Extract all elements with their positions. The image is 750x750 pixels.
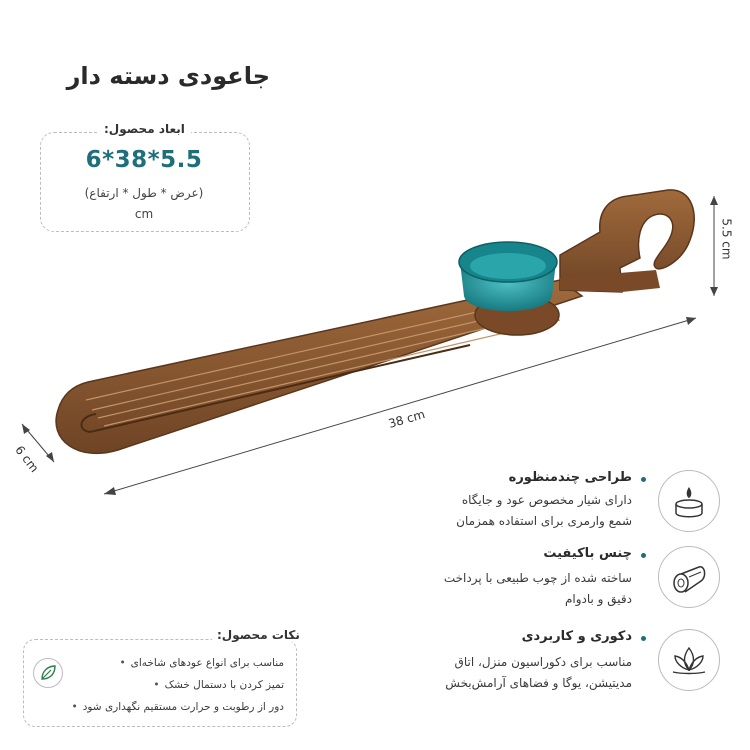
wood-log-icon [659, 547, 719, 607]
feature-bullet [641, 477, 646, 482]
lotus-icon-circle [658, 629, 720, 691]
ceramic-cup [459, 242, 557, 311]
lotus-icon [659, 630, 719, 690]
height-dimension-arrow [710, 196, 718, 296]
feature-desc-line: مدیتیشن، یوگا و فضاهای آرامش‌بخش [445, 676, 632, 690]
notes-label: نکات محصول: [212, 628, 305, 642]
feature-bullet [641, 636, 646, 641]
feature-desc-line: شمع وارمری برای استفاده همزمان [456, 514, 632, 528]
feature-title: چنس باکیفیت [543, 546, 632, 561]
dimensions-label: ابعاد محصول: [98, 122, 191, 136]
wooden-handle [560, 190, 694, 292]
feature-desc-line: دارای شیار مخصوص عود و جایگاه [461, 493, 632, 507]
candle-icon-circle [658, 470, 720, 532]
feature-bullet [641, 553, 646, 558]
leaf-icon-circle [33, 658, 63, 688]
note-item: دور از رطوبت و حرارت مستقیم نگهداری شود • [72, 701, 285, 713]
wood-log-icon-circle [658, 546, 720, 608]
dimensions-unit: cm [134, 207, 154, 221]
feature-desc-line: دقیق و بادوام [564, 592, 632, 606]
note-item: تمیز کردن با دستمال خشک • [153, 679, 284, 691]
feature-desc-line: مناسب برای دکوراسیون منزل، اتاق [454, 655, 632, 669]
height-label: 5.5 cm [719, 218, 734, 260]
feature-desc-line: ساخته شده از چوب طبیعی با پرداخت [443, 571, 632, 585]
page-title: جاعودی دسته دار [66, 62, 270, 90]
feature-title: طراحی چندمنظوره [508, 470, 632, 485]
dimensions-value: 6*38*5.5 [85, 147, 203, 173]
length-label: 38 cm [386, 407, 427, 431]
candle-icon [659, 471, 719, 531]
dimensions-axes: (عرض * طول * ارتفاع) [84, 186, 204, 200]
leaf-icon [34, 659, 62, 687]
feature-title: دکوری و کاربردی [521, 629, 632, 644]
width-label: 6 cm [12, 442, 42, 476]
note-item: مناسب برای انواع عودهای شاخه‌ای • [119, 657, 284, 669]
